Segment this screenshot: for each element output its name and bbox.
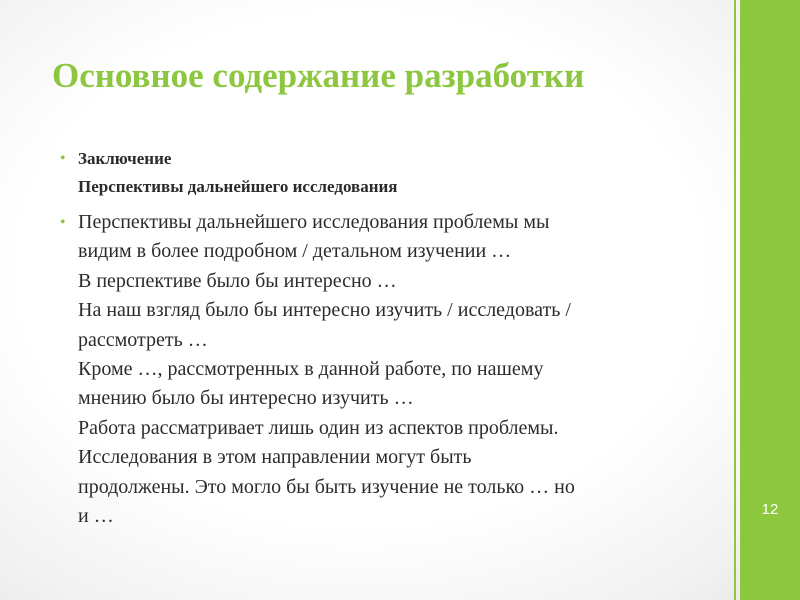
bullet-text-line: Исследования в этом направлении могут быть [78,446,472,469]
bullet-text-line: В перспективе было бы интересно … [78,269,397,292]
bullet-text-line: Кроме …, рассмотренных в данной работе, по нашему [78,358,544,381]
bullet-text-line: Работа рассматривает лишь один из аспектов проблемы. [78,416,559,439]
bullet-text-line: На наш взгляд было бы интересно изучить / исследовать / [78,299,571,322]
bullet-text-line: видим в более подробном / детальном изучении … [78,240,512,263]
bullet-item-perspectives [60,208,725,531]
slide-title: Основное содержание разработки [52,56,585,95]
accent-line [734,0,736,600]
bullet-list [60,145,725,538]
bullet-text-line: и … [78,505,114,528]
bullet-text-line: Перспективы дальнейшего исследования проблемы мы [78,211,550,233]
page-number: 12 [761,501,779,518]
bullet-dot-icon: • [60,214,66,231]
bullet-heading-line: Перспективы дальнейшего исследования [78,177,398,196]
bullet-text-line: продолжены. Это могло бы быть изучение не только … но [78,475,575,498]
bullet-dot-icon: • [60,150,66,167]
bullet-text-line: мнению было бы интересно изучить … [78,387,414,410]
bullet-text-line: рассмотреть … [78,328,208,351]
bullet-item-conclusion [60,145,725,201]
bullet-heading-line: Заключение [78,149,172,168]
